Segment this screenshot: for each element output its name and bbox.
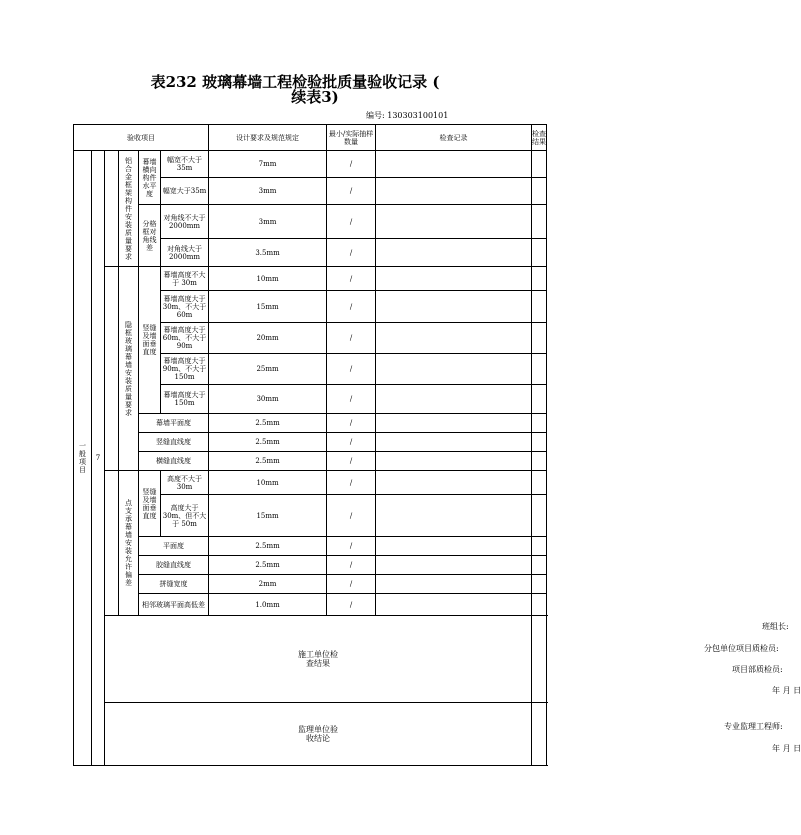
row-record[interactable]: [376, 205, 532, 239]
form-title: 表232 玻璃幕墙工程检验批质量验收记录 (: [150, 73, 440, 91]
row-label: 幅宽大于35m: [161, 178, 209, 205]
row-design: 2.5mm: [209, 452, 327, 471]
row-design: 10mm: [209, 471, 327, 495]
row-result[interactable]: [532, 414, 547, 433]
row-result[interactable]: [532, 471, 547, 495]
row-design: 25mm: [209, 354, 327, 385]
row-record[interactable]: [376, 239, 532, 267]
construction-signatures: [532, 616, 801, 703]
row-result[interactable]: [532, 354, 547, 385]
row-label: 幕墙平面度: [139, 414, 209, 433]
row-sample: /: [327, 414, 376, 433]
row-result[interactable]: [532, 594, 547, 616]
row-label: 横缝直线度: [139, 452, 209, 471]
row-record[interactable]: [376, 178, 532, 205]
engineer-label: 专业监理工程师:: [724, 722, 783, 731]
table-row: [74, 267, 547, 291]
row-result[interactable]: [532, 151, 547, 178]
row-result[interactable]: [532, 291, 547, 323]
row-sample: /: [327, 178, 376, 205]
header-row: [74, 125, 547, 151]
table-row: [74, 205, 547, 239]
row-design: 15mm: [209, 291, 327, 323]
row-result[interactable]: [532, 323, 547, 354]
group1-name: 铝合金框架构件安装质量要求: [119, 151, 139, 267]
group3-sub1: 竖缝及墙面垂直度: [139, 471, 161, 537]
row-sample: /: [327, 594, 376, 616]
group3-name: 点支承幕墙安装允许偏差: [119, 471, 139, 616]
row-sample: /: [327, 433, 376, 452]
row-design: 10mm: [209, 267, 327, 291]
group1-sub2: 分格框对角线差: [139, 205, 161, 267]
row-design: 1.0mm: [209, 594, 327, 616]
group1-sub1: 幕墙横向构件水平度: [139, 151, 161, 205]
row-result[interactable]: [532, 267, 547, 291]
row-sample: /: [327, 291, 376, 323]
row-sample: /: [327, 471, 376, 495]
row-design: 30mm: [209, 385, 327, 414]
row-record[interactable]: [376, 267, 532, 291]
row-result[interactable]: [532, 205, 547, 239]
row-label: 胶缝直线度: [139, 556, 209, 575]
table-row: [74, 414, 547, 433]
table-row: [74, 575, 547, 594]
row-label: 幕墙高度大于 150m: [161, 385, 209, 414]
row-record[interactable]: [376, 537, 532, 556]
row-sample: /: [327, 556, 376, 575]
header-result: 检查结果: [532, 125, 547, 151]
header-item: 验收项目: [74, 125, 209, 151]
row-result[interactable]: [532, 537, 547, 556]
document-number: 编号: 130303100101: [366, 111, 449, 120]
row-result[interactable]: [532, 239, 547, 267]
group2-name: 隐框玻璃幕墙安装质量要求: [119, 267, 139, 471]
row-result[interactable]: [532, 575, 547, 594]
row-label: 对角线大于2000mm: [161, 239, 209, 267]
general-items-label: 一般项目: [74, 151, 92, 766]
row-design: 2.5mm: [209, 537, 327, 556]
row-sample: /: [327, 385, 376, 414]
row-record[interactable]: [376, 323, 532, 354]
row-sample: /: [327, 151, 376, 178]
row-record[interactable]: [376, 495, 532, 537]
row-result[interactable]: [532, 452, 547, 471]
inspection-table: [73, 124, 801, 766]
header-record: 检查记录: [376, 125, 532, 151]
group3-empty: [105, 471, 119, 616]
row-record[interactable]: [376, 556, 532, 575]
row-design: 3mm: [209, 205, 327, 239]
supervision-row: [74, 703, 547, 766]
row-sample: /: [327, 452, 376, 471]
item-number: 7: [92, 151, 105, 766]
table-row: [74, 452, 547, 471]
row-label: 幕墙高度大于 60m、不大于 90m: [161, 323, 209, 354]
row-sample: /: [327, 205, 376, 239]
row-label: 幕墙高度大于 90m、不大于 150m: [161, 354, 209, 385]
row-record[interactable]: [376, 151, 532, 178]
inspector-label: 项目部质检员:: [732, 665, 783, 674]
row-label: 高度大于30m、但不大于 50m: [161, 495, 209, 537]
construction-row: [74, 616, 547, 703]
table-row: [74, 433, 547, 452]
row-design: 3.5mm: [209, 239, 327, 267]
row-sample: /: [327, 354, 376, 385]
row-record[interactable]: [376, 433, 532, 452]
header-sample: 最小/实际抽样数量: [327, 125, 376, 151]
row-design: 2.5mm: [209, 414, 327, 433]
row-record[interactable]: [376, 471, 532, 495]
row-label: 对角线不大于 2000mm: [161, 205, 209, 239]
row-design: 3mm: [209, 178, 327, 205]
row-label: 幅宽不大于35m: [161, 151, 209, 178]
table-row: [74, 556, 547, 575]
row-sample: /: [327, 575, 376, 594]
row-label: 竖缝直线度: [139, 433, 209, 452]
row-record[interactable]: [376, 452, 532, 471]
row-sample: /: [327, 323, 376, 354]
group2-sub1: 竖缝及墙面垂直度: [139, 267, 161, 414]
row-sample: /: [327, 239, 376, 267]
row-label: 高度不大于 30m: [161, 471, 209, 495]
row-label: 幕墙高度不大于 30m: [161, 267, 209, 291]
row-result[interactable]: [532, 495, 547, 537]
row-design: 2.5mm: [209, 433, 327, 452]
table-row: [74, 594, 547, 616]
row-design: 15mm: [209, 495, 327, 537]
row-record[interactable]: [376, 414, 532, 433]
row-record[interactable]: [376, 575, 532, 594]
row-result[interactable]: [532, 385, 547, 414]
row-design: 2.5mm: [209, 556, 327, 575]
form-title-continued: 续表3): [291, 88, 339, 106]
construction-label: 施工单位检查结果: [105, 616, 532, 703]
row-label: 拼缝宽度: [139, 575, 209, 594]
supervision-date: 年 月 日: [772, 744, 801, 753]
row-record[interactable]: [376, 354, 532, 385]
row-sample: /: [327, 267, 376, 291]
row-result[interactable]: [532, 178, 547, 205]
supervision-signatures: [532, 703, 801, 766]
row-record[interactable]: [376, 385, 532, 414]
construction-date: 年 月 日: [772, 686, 801, 695]
row-sample: /: [327, 495, 376, 537]
row-label: 相邻玻璃平面高低差: [139, 594, 209, 616]
table-row: [74, 151, 547, 178]
team-leader-label: 班组长:: [762, 622, 789, 631]
group1-empty: [105, 151, 119, 267]
row-design: 20mm: [209, 323, 327, 354]
table-row: [74, 537, 547, 556]
table-row: [74, 471, 547, 495]
row-design: 2mm: [209, 575, 327, 594]
row-record[interactable]: [376, 594, 532, 616]
header-design: 设计要求及规范规定: [209, 125, 327, 151]
row-label: 平面度: [139, 537, 209, 556]
row-design: 7mm: [209, 151, 327, 178]
supervision-label: 监理单位验收结论: [105, 703, 532, 766]
row-label: 幕墙高度大于 30m、不大于 60m: [161, 291, 209, 323]
row-result[interactable]: [532, 433, 547, 452]
row-result[interactable]: [532, 556, 547, 575]
group2-empty: [105, 267, 119, 471]
row-sample: /: [327, 537, 376, 556]
row-record[interactable]: [376, 291, 532, 323]
sub-inspector-label: 分包单位项目质检员:: [704, 644, 779, 653]
